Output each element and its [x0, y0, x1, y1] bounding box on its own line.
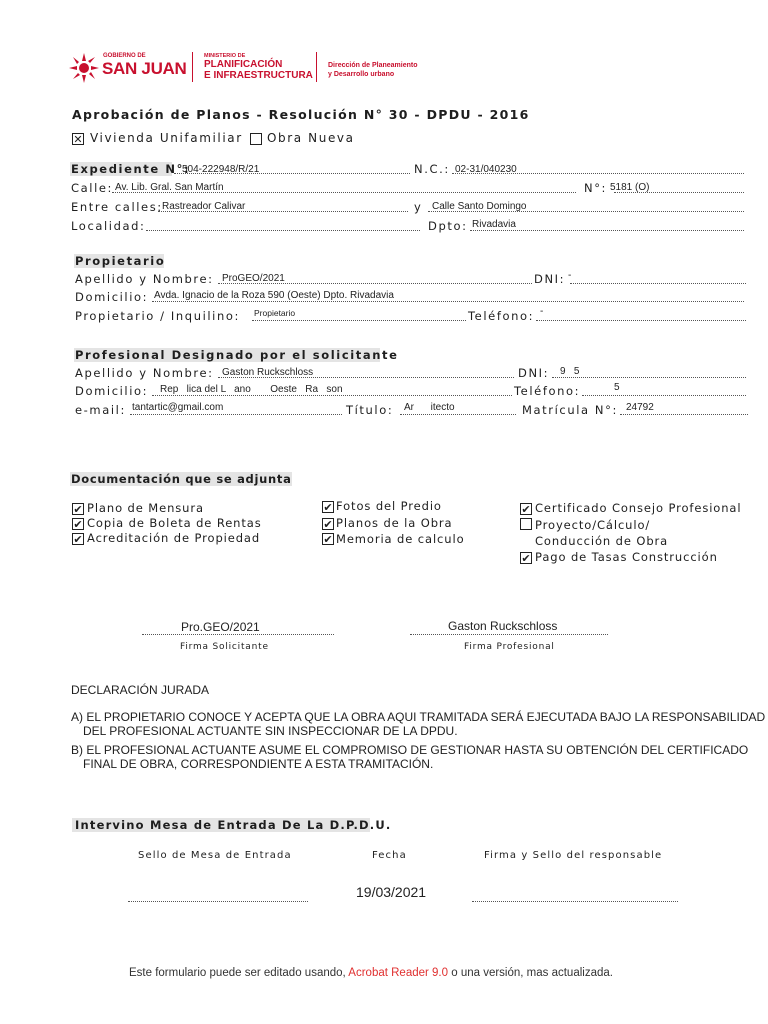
doc-checkbox-certificado[interactable]: ✔: [521, 503, 531, 516]
mesa-sello-line: [128, 901, 308, 902]
doc-label-plano-mensura: Plano de Mensura: [87, 501, 204, 515]
prof-dni-value[interactable]: 9 5: [560, 366, 580, 377]
numero-label: N°:: [584, 181, 608, 195]
prop-dni-line: [570, 283, 746, 284]
nc-label: N.C.:: [414, 162, 450, 176]
prof-titulo-line: [400, 414, 516, 415]
direccion-line1: Dirección de Planeamiento: [328, 62, 418, 69]
entre-calles-value1[interactable]: Rastreador Calivar: [162, 201, 246, 212]
prof-matricula-value[interactable]: 24792: [626, 402, 654, 413]
documentacion-header: Documentación que se adjunta: [71, 472, 292, 486]
prop-apellido-value[interactable]: ProGEO/2021: [222, 273, 285, 284]
profesional-header: Profesional Designado por el solicitante: [75, 348, 399, 362]
prop-tipo-label: Propietario / Inquilino:: [75, 309, 240, 323]
declaracion-title: DECLARACIÓN JURADA: [71, 683, 210, 697]
prof-email-value[interactable]: tantartic@gmail.com: [132, 402, 224, 413]
propietario-header: Propietario: [75, 254, 166, 268]
prop-telefono-value[interactable]: -: [540, 306, 544, 317]
doc-label-memoria: Memoria de calculo: [336, 532, 465, 546]
header-logo: [68, 48, 428, 88]
doc-checkbox-memoria[interactable]: ✔: [323, 533, 333, 546]
footer-text-1: Este formulario puede ser editado usando,: [129, 967, 346, 979]
footer-acrobat-link[interactable]: Acrobat Reader 9.0: [348, 967, 449, 979]
prop-apellido-label: Apellido y Nombre:: [75, 272, 214, 286]
doc-label-proyecto: Proyecto/Cálculo/: [535, 518, 651, 532]
prof-email-label: e-mail:: [75, 403, 126, 417]
firma-profesional-value[interactable]: Gaston Ruckschloss: [448, 619, 558, 633]
prof-dni-line: [552, 377, 746, 378]
obra-nueva-label: Obra Nueva: [267, 131, 355, 145]
page-title: Aprobación de Planos - Resolución N° 30 - DPDU - 2016: [72, 107, 530, 122]
firma-solicitante-label: Firma Solicitante: [180, 642, 269, 652]
mesa-firma-line: [472, 901, 678, 902]
prop-domicilio-label: Domicilio:: [75, 290, 149, 304]
obra-nueva-checkbox[interactable]: [250, 133, 262, 145]
prof-matricula-line: [620, 414, 748, 415]
prof-titulo-value[interactable]: Ar itecto: [404, 402, 455, 413]
prop-tipo-line: [252, 320, 466, 321]
doc-label-fotos: Fotos del Predio: [336, 499, 442, 513]
footer-text-2: o una versión, mas actualizada.: [451, 967, 613, 979]
firma-solicitante-line: [142, 634, 334, 635]
san-juan-sun-icon: [68, 52, 100, 84]
prop-telefono-line: [536, 320, 746, 321]
firma-solicitante-value[interactable]: Pro.GEO/2021: [181, 620, 260, 634]
localidad-label: Localidad:: [71, 219, 146, 233]
logo-divider: [192, 52, 193, 82]
declaracion-b-line1: B) EL PROFESIONAL ACTUANTE ASUME EL COMPROMISO DE GESTIONAR HASTA SU OBTENCIÓN DEL CERTIFICADO: [71, 743, 749, 757]
doc-checkbox-pago-tasas[interactable]: ✔: [521, 552, 531, 565]
doc-label-conduccion: Conducción de Obra: [535, 534, 669, 548]
doc-checkbox-boleta-rentas[interactable]: ✔: [73, 518, 83, 531]
nc-value[interactable]: 02-31/040230: [455, 164, 517, 175]
gobierno-de-text: GOBIERNO DE: [103, 53, 146, 59]
doc-checkbox-proyecto[interactable]: [520, 518, 532, 530]
dpto-line: [470, 230, 744, 231]
mesa-sello-label: Sello de Mesa de Entrada: [138, 850, 292, 861]
planificacion-text: PLANIFICACIÓN: [204, 59, 283, 70]
calle-value[interactable]: Av. Lib. Gral. San Martín: [115, 182, 224, 193]
vivienda-label: Vivienda Unifamiliar: [90, 131, 243, 145]
prof-titulo-label: Título:: [346, 403, 394, 417]
declaracion-a-line1: A) EL PROPIETARIO CONOCE Y ACEPTA QUE LA OBRA AQUI TRAMITADA SERÁ EJECUTADA BAJO LA RESPONSABILIDAD: [71, 710, 766, 724]
san-juan-text: SAN JUAN: [102, 59, 187, 78]
mesa-fecha-value[interactable]: 19/03/2021: [356, 884, 427, 900]
expediente-label: Expediente N°:: [71, 162, 191, 176]
doc-label-certificado: Certificado Consejo Profesional: [535, 501, 742, 515]
prof-telefono-value[interactable]: 5: [614, 382, 620, 393]
doc-label-boleta-rentas: Copia de Boleta de Rentas: [87, 516, 262, 530]
direccion-line2: y Desarrollo urbano: [328, 71, 395, 78]
prof-telefono-line: [582, 395, 746, 396]
mesa-firma-label: Firma y Sello del responsable: [484, 850, 663, 861]
dpto-value[interactable]: Rivadavia: [472, 219, 516, 230]
prof-email-line: [130, 414, 342, 415]
entre-calles-label: Entre calles:: [71, 200, 163, 214]
prof-domicilio-label: Domicilio:: [75, 384, 149, 398]
doc-label-planos-obra: Planos de la Obra: [336, 516, 453, 530]
doc-label-pago-tasas: Pago de Tasas Construcción: [535, 550, 718, 564]
e-infraestructura-text: E INFRAESTRUCTURA: [204, 70, 313, 81]
mesa-header: Intervino Mesa de Entrada De La D.P.D.U.: [75, 818, 392, 832]
firma-profesional-label: Firma Profesional: [464, 642, 555, 652]
prof-telefono-label: Teléfono:: [514, 384, 581, 398]
ministerio-de-text: MINISTERIO DE: [204, 53, 246, 59]
footer-note: [129, 967, 613, 979]
y-label: y: [414, 200, 423, 214]
prop-dni-label: DNI:: [534, 272, 566, 286]
prof-apellido-label: Apellido y Nombre:: [75, 366, 214, 380]
declaracion-b-line2: FINAL DE OBRA, CORRESPONDIENTE A ESTA TRAMITACIÓN.: [83, 757, 434, 771]
prof-apellido-value[interactable]: Gaston Ruckschloss: [222, 367, 314, 378]
dpto-label: Dpto:: [428, 219, 468, 233]
doc-checkbox-plano-mensura[interactable]: ✔: [73, 503, 83, 516]
prof-domicilio-value[interactable]: Rep lica del L ano Oeste Ra son: [160, 384, 343, 395]
prop-tipo-value[interactable]: Propietario: [254, 308, 296, 318]
prof-domicilio-line: [152, 395, 512, 396]
prop-domicilio-value[interactable]: Avda. Ignacio de la Roza 590 (Oeste) Dpto. Rivadavia: [154, 290, 394, 301]
logo-divider-2: [316, 52, 317, 82]
mesa-fecha-label: Fecha: [372, 850, 407, 861]
numero-value[interactable]: 5181 (O): [610, 182, 650, 193]
doc-checkbox-planos-obra[interactable]: ✔: [323, 518, 333, 531]
doc-checkbox-acreditacion[interactable]: ✔: [73, 533, 83, 546]
prop-dni-value[interactable]: -: [568, 270, 572, 281]
doc-label-acreditacion: Acreditación de Propiedad: [87, 531, 261, 545]
firma-profesional-line: [410, 634, 608, 635]
vivienda-checkbox[interactable]: ✕: [73, 133, 83, 146]
localidad-line: [146, 230, 420, 231]
calle-label: Calle:: [71, 181, 114, 195]
doc-checkbox-fotos[interactable]: ✔: [323, 501, 333, 514]
prop-domicilio-line: [152, 301, 744, 302]
prof-dni-label: DNI:: [518, 366, 550, 380]
declaracion-a-line2: DEL PROFESIONAL ACTUANTE SIN INSPECCIONAR DE LA DPDU.: [83, 724, 458, 738]
prop-telefono-label: Teléfono:: [468, 309, 535, 323]
prof-matricula-label: Matrícula N°:: [522, 403, 618, 417]
entre-calles-value2[interactable]: Calle Santo Domingo: [432, 201, 527, 212]
expediente-value[interactable]: 504-222948/R/21: [182, 164, 260, 175]
